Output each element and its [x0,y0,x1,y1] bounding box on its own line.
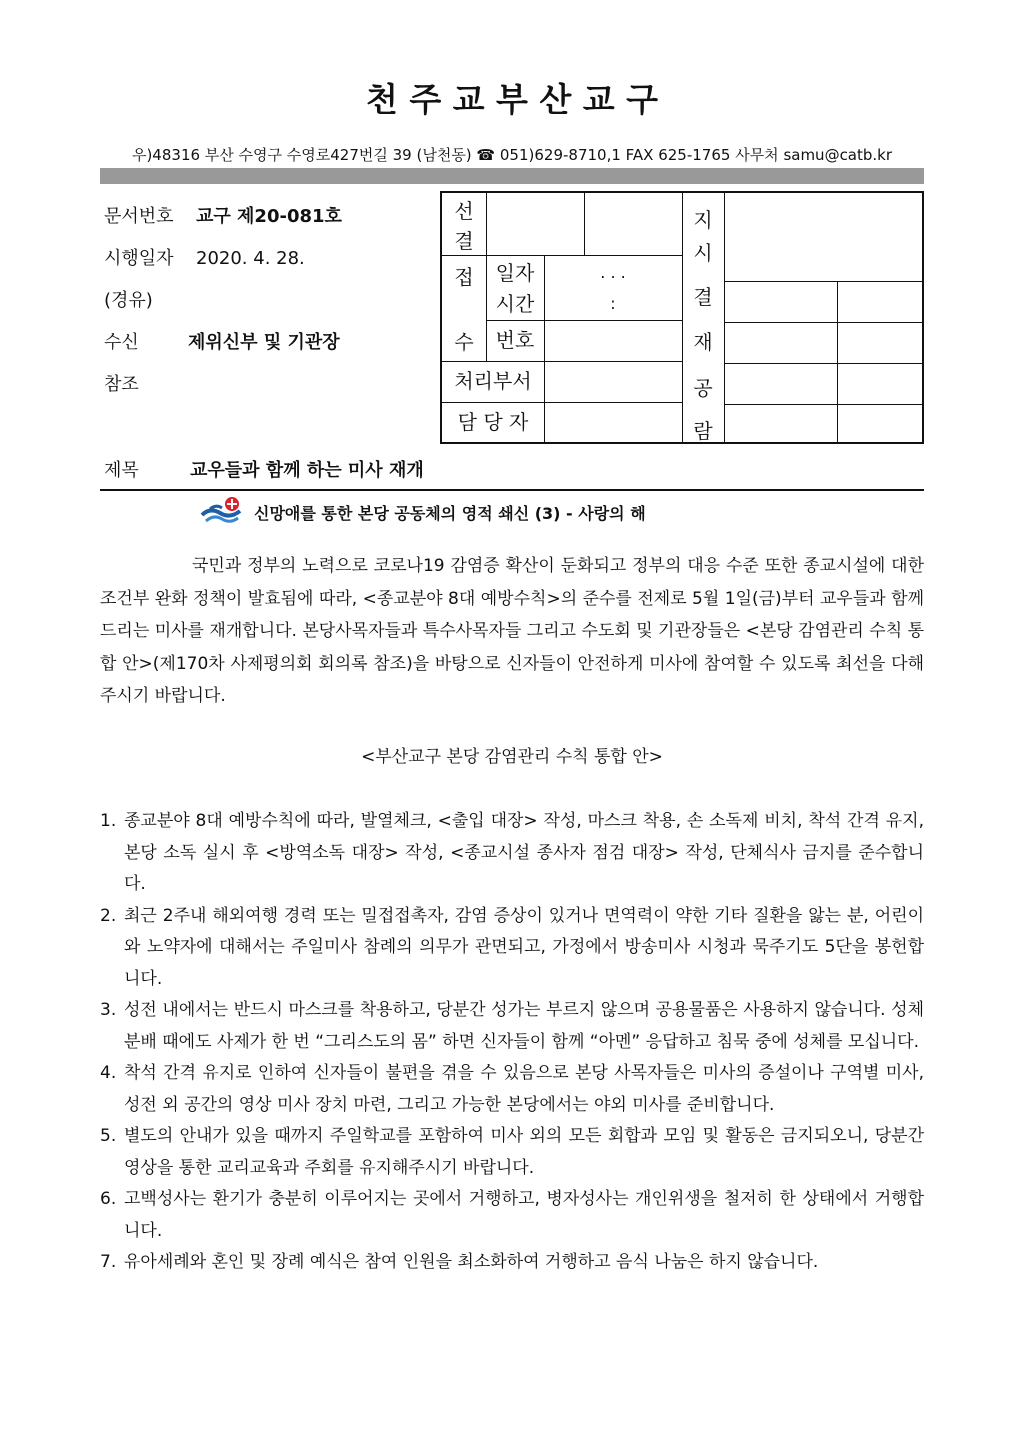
date-value: 2020. 4. 28. [196,248,305,269]
header-divider [100,168,924,184]
list-item-number: 5. [100,1126,117,1146]
approval-gyeol2: 결 [693,285,713,309]
via-label: (경유) [104,290,153,311]
list-item-number: 1. [100,811,117,831]
approval-person-label: 담 당 자 [457,410,529,434]
doc-number-row [104,202,342,228]
list-item-number: 6. [100,1189,117,1209]
document-title: 천 주 교 부 산 교 구 [365,80,659,119]
list-item [100,901,924,996]
list-item-text: 최근 2주내 해외여행 경력 또는 밀접접촉자, 감염 증상이 있거나 면역력이 약한 기타 질환을 앓는 분, 어린이와 노약자에 대해서는 주일미사 참례의 의무가 관면되고, 가정에서 방송미사 시청과 묵주기도 5단을 봉헌합니다. [124,905,924,989]
reference-label: 참조 [104,374,139,395]
via-row [104,286,153,312]
list-item-number: 2. [100,905,117,926]
approval-su: 수 [454,330,474,354]
slogan-row [200,497,646,527]
approval-number-label: 번호 [495,328,535,352]
list-item-number: 4. [100,1063,117,1083]
list-item [100,806,924,901]
date-label: 시행일자 [104,248,174,269]
approval-box [440,191,924,444]
approval-gong: 공 [693,376,713,400]
approval-si: 시 [693,241,713,265]
list-item [100,1184,924,1247]
list-item-number: 7. [100,1252,117,1272]
rules-list [100,806,924,1279]
approval-gyeol: 결 [454,229,474,253]
list-item-text: 고백성사는 환기가 충분히 이루어지는 곳에서 거행하고, 병자성사는 개인위생을 철저히 한 상태에서 거행합니다. [124,1189,924,1241]
slogan-text: 신망애를 통한 본당 공동체의 영적 쇄신 (3) - 사랑의 해 [254,503,646,523]
body-paragraph: 국민과 정부의 노력으로 코로나19 감염증 확산이 둔화되고 정부의 대응 수준 또한 종교시설에 대한 조건부 완화 정책이 발효됨에 따라, <종교분야 8대 예방수칙>의 준수를 전제로 5월 1일(금)부터 교우들과 함께 드리는 미사를 재개합니다. 본당사목자들과 특수사목자들 그리고 수도회 및 기관장들은 <본당 감염관리 수칙 통합 안>(제170차 사제평의회 회의록 참조)을 바탕으로 신자들이 안전하게 미사에 참여할 수 있도록 최선을 다해주시기 바랍니다. [100,556,924,706]
diocese-logo-icon [200,495,244,529]
list-item-text: 유아세례와 혼인 및 장례 예식은 참여 인원을 최소화하여 거행하고 음식 나눔은 하지 않습니다. [124,1252,819,1272]
approval-jae: 재 [693,330,713,354]
recipient-row [104,328,340,354]
approval-date-label: 일자 [495,261,535,285]
doc-number-label: 문서번호 [104,206,174,227]
approval-ram: 람 [693,419,713,443]
approval-time-label: 시간 [495,292,535,316]
reference-row [104,370,139,396]
subject-value: 교우들과 함께 하는 미사 재개 [190,460,424,481]
subject-row [104,456,424,482]
list-item-text: 성전 내에서는 반드시 마스크를 착용하고, 당분간 성가는 부르지 않으며 공용물품은 사용하지 않습니다. 성체분배 때에도 사제가 한 번 “그리스도의 몸” 하면 신자들이 함께 “아멘” 응답하고 침묵 중에 성체를 모십니다. [124,1000,924,1052]
approval-seon: 선 [454,199,474,223]
subject-label: 제목 [104,460,139,481]
approval-time-field: : [610,294,616,313]
section-title: <부산교구 본당 감염관리 수칙 통합 안> [361,747,663,767]
subject-divider [100,489,924,491]
recipient-value: 제위신부 및 기관장 [188,332,340,353]
list-item [100,1058,924,1121]
list-item [100,995,924,1058]
list-item-text: 종교분야 8대 예방수칙에 따라, 발열체크, <출입 대장> 작성, 마스크 착용, 손 소독제 비치, 착석 간격 유지, 본당 소독 실시 후 <방역소독 대장> 작성, <종교시설 종사자 점검 대장> 작성, 단체식사 금지를 준수합니다. [124,811,924,894]
approval-jeop: 접 [454,265,474,289]
list-item [100,1121,924,1184]
list-item-number: 3. [100,1000,117,1020]
doc-number-value: 교구 제20-081호 [196,206,342,227]
date-row [104,244,305,270]
approval-dept-label: 처리부서 [454,369,532,393]
approval-ji: 지 [693,208,713,232]
recipient-label: 수신 [104,332,139,353]
approval-date-field: . . . [600,263,626,282]
list-item-text: 별도의 안내가 있을 때까지 주일학교를 포함하여 미사 외의 모든 회합과 모임 및 활동은 금지되오니, 당분간 영상을 통한 교리교육과 주회를 유지해주시기 바랍니다. [124,1126,924,1178]
list-item [100,1247,924,1279]
list-item-text: 착석 간격 유지로 인하여 신자들이 불편을 겪을 수 있음으로 본당 사목자들은 미사의 증설이나 구역별 미사, 성전 외 공간의 영상 미사 장치 마련, 그리고 가능한 본당에서는 야외 미사를 준비합니다. [124,1063,924,1115]
address-line: 우)48316 부산 수영구 수영로427번길 39 (남천동) ☎ 051)629-8710,1 FAX 625-1765 사무처 samu@catb.kr [131,146,893,164]
